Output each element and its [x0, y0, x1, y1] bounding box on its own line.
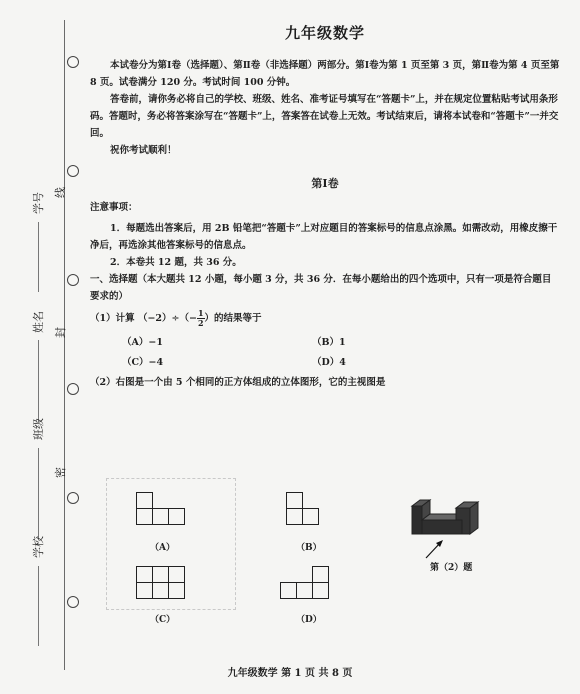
figure-square: [296, 582, 313, 599]
binding-line: [64, 20, 65, 670]
figure-a-label: （A）: [150, 543, 175, 553]
q1-fraction: [197, 309, 205, 328]
figure-square: [312, 582, 329, 599]
figure-square: [152, 508, 169, 525]
q1-fraction-denominator: 2: [197, 318, 204, 328]
figure-c-label: （C）: [150, 615, 176, 625]
q1-option-a[interactable]: （A）−1: [122, 337, 163, 348]
figure-square: [136, 508, 153, 525]
q1-options-row-2: [122, 354, 560, 368]
name-blank[interactable]: [38, 340, 39, 422]
student-number-blank[interactable]: [38, 222, 39, 292]
figure-square: [136, 582, 153, 599]
class-label: 班级: [32, 418, 45, 440]
seal-mark-secret: 密: [54, 467, 67, 478]
seal-mark-line: 线: [54, 187, 67, 198]
punch-hole: [67, 56, 79, 68]
punch-hole: [67, 492, 79, 504]
part1-heading: 一、选择题（本大题共 12 小题，每小题 3 分，共 36 分．在每小题给出的四个选项中，只有一项是符合题目要求的）: [90, 274, 552, 302]
punch-hole: [67, 596, 79, 608]
figure-d-label: （D）: [296, 615, 322, 625]
class-blank[interactable]: [38, 448, 39, 540]
figure-square: [152, 566, 169, 583]
instructions-paragraph: 答卷前，请你务必将自己的学校、班级、姓名、准考证号填写在“答题卡”上，并在规定位置粘贴考试用条形码。答题时，务必将答案涂写在“答题卡”上，答案答在试卷上无效。考试结束后，请将本试卷和“答题卡”一并交回。: [90, 94, 559, 139]
figure-square: [168, 582, 185, 599]
binding-margin: [0, 0, 96, 694]
good-luck-text: 祝你考试顺利！: [110, 145, 177, 156]
q1-options-row-1: [122, 334, 560, 348]
intro-paragraph: 本试卷分为第Ⅰ卷（选择题）、第Ⅱ卷（非选择题）两部分。第Ⅰ卷为第 1 页至第 3 页，第Ⅱ卷为第 4 页至第 8 页。试卷满分 120 分。考试时间 100 分钟。: [90, 60, 560, 88]
q1-expression: （−2）÷（−: [137, 313, 197, 324]
q1-option-b[interactable]: （B）1: [312, 337, 346, 348]
q1-suffix: ）的结果等于: [204, 313, 262, 324]
figure-square: [136, 566, 153, 583]
figure-b-label: （B）: [296, 543, 322, 553]
student-number-label: 学号: [32, 192, 45, 214]
page-footer: 九年级数学 第 1 页 共 8 页: [227, 668, 353, 679]
school-blank[interactable]: [38, 566, 39, 646]
punch-hole: [67, 165, 79, 177]
figure-square: [168, 566, 185, 583]
page-title: 九年级数学: [284, 24, 365, 42]
figure-square: [302, 508, 319, 525]
question-1: [90, 309, 560, 328]
figure-square: [152, 582, 169, 599]
school-label: 学校: [32, 536, 45, 558]
figure-square: [286, 508, 303, 525]
section-title: 第Ⅰ卷: [311, 177, 339, 190]
name-label: 姓名: [32, 311, 45, 333]
solid-figure: [406, 486, 486, 538]
punch-hole: [67, 274, 79, 286]
figure-square: [312, 566, 329, 583]
figure-square: [136, 492, 153, 509]
q1-fraction-numerator: 1: [197, 308, 204, 318]
punch-hole: [67, 383, 79, 395]
figure-square: [280, 582, 297, 599]
q1-option-d[interactable]: （D）4: [312, 357, 346, 368]
figure-pointer-arrow: [424, 538, 446, 560]
note-2: 2．本卷共 12 题，共 36 分。: [110, 257, 242, 268]
notes-heading: 注意事项：: [90, 202, 138, 213]
note-1: 1．每题选出答案后，用 2B 铅笔把“答题卡”上对应题目的答案标号的信息点涂黑。如需改动，用橡皮擦干净后，再选涂其他答案标号的信息点。: [90, 223, 558, 251]
q1-prefix: （1）计算: [90, 313, 135, 324]
q1-option-c[interactable]: （C）−4: [122, 357, 164, 368]
figure-square: [168, 508, 185, 525]
question-2: （2）右图是一个由 5 个相同的正方体组成的立体图形，它的主视图是: [90, 377, 386, 388]
exam-content: [90, 22, 560, 391]
seal-mark-seal: 封: [54, 327, 67, 338]
figure-square: [286, 492, 303, 509]
figure-caption: 第（2）题: [430, 563, 473, 573]
